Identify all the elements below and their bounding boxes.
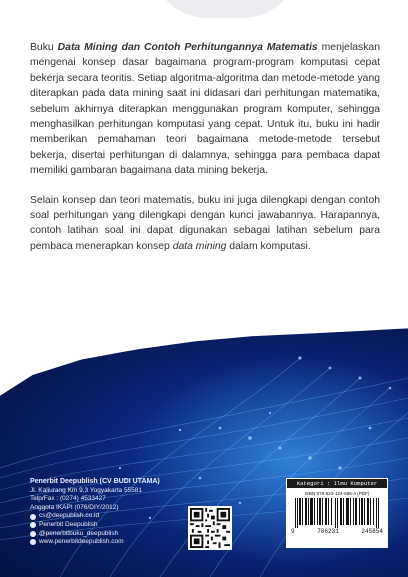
contact-instagram[interactable] xyxy=(30,530,190,539)
blurb-paragraph-2 xyxy=(30,193,380,255)
facebook-icon xyxy=(30,522,36,528)
publisher-name: Penerbit Deepublish (CV BUDI UTAMA) xyxy=(30,478,160,485)
publisher-info xyxy=(30,478,190,547)
isbn-number: ISBN 978-623-124-585-4 (PDF) xyxy=(304,491,370,496)
publisher-phone: Telp/Fax : (0274) 4533427 xyxy=(30,495,106,503)
contact-facebook[interactable] xyxy=(30,521,190,530)
facebook-text: Penerbit Deepublish xyxy=(39,520,98,528)
qr-code-graphic xyxy=(190,508,230,548)
blurb-p1-lead: Buku xyxy=(30,42,58,53)
contact-email[interactable] xyxy=(30,512,190,521)
publisher-membership: Anggota IKAPI (076/DIY/2012) xyxy=(30,503,119,511)
blurb-p2-body: Selain konsep dan teori matematis, buku ini juga dilengkapi dengan contoh soal perhitungan yang dilengkapi dengan kunci jawabannya. Harapannya, contoh latihan soal ini dapat digunakan sebagai latihan sebelum para pembaca menerapkan konsep xyxy=(30,194,380,252)
instagram-text: @penerbitbuku_deepublish xyxy=(39,529,119,537)
top-decorative-arc xyxy=(150,0,300,18)
back-cover-blurb xyxy=(30,40,380,268)
blurb-paragraph-1 xyxy=(30,40,380,179)
barcode-digit-first: 9 xyxy=(291,528,295,535)
barcode-digits xyxy=(287,528,387,535)
web-icon xyxy=(30,539,36,545)
instagram-icon xyxy=(30,531,36,537)
blurb-p1-body: menjelaskan mengenai konsep dasar bagaimana program-program komputasi cepat bekerja secara teoritis. Setiap algoritma-algoritma dan metode-metode yang diterapkan pada data mining saat ini didasari dari perhitungan matematika, sebelum akhirnya diterapkan menggunakan program komputer, sehingga menghasilkan perhitungan komputasi yang cepat. Untuk itu, buku ini hadir memberikan pemahaman teori bagaimana metode-metode tersebut bekerja, disertai perhitungan di dalamnya, sehingga para pembaca dapat memiliki gambaran bagaimana data mining bekerja. xyxy=(30,42,380,177)
blurb-p2-term: data mining xyxy=(172,240,227,252)
publisher-address: Jl. Kaliurang Km 9,3 Yogyakarta 55581 xyxy=(30,486,143,494)
barcode-graphic xyxy=(293,498,381,528)
isbn-barcode-box xyxy=(286,478,388,548)
blurb-p2-end: dalam komputasi. xyxy=(226,240,311,252)
qr-code[interactable] xyxy=(188,506,232,550)
barcode-digits-mid: 786231 xyxy=(317,528,339,535)
email-text: cs@deepublish.co.id xyxy=(39,512,100,520)
category-label: Kategori : Ilmu Komputer xyxy=(287,479,387,488)
email-icon xyxy=(30,514,36,520)
website-text: www.penerbitdeepublish.com xyxy=(39,538,124,546)
barcode-digits-last: 245854 xyxy=(361,528,383,535)
book-title: Data Mining dan Contoh Perhitungannya Matematis xyxy=(57,42,318,53)
contact-website[interactable] xyxy=(30,538,190,547)
